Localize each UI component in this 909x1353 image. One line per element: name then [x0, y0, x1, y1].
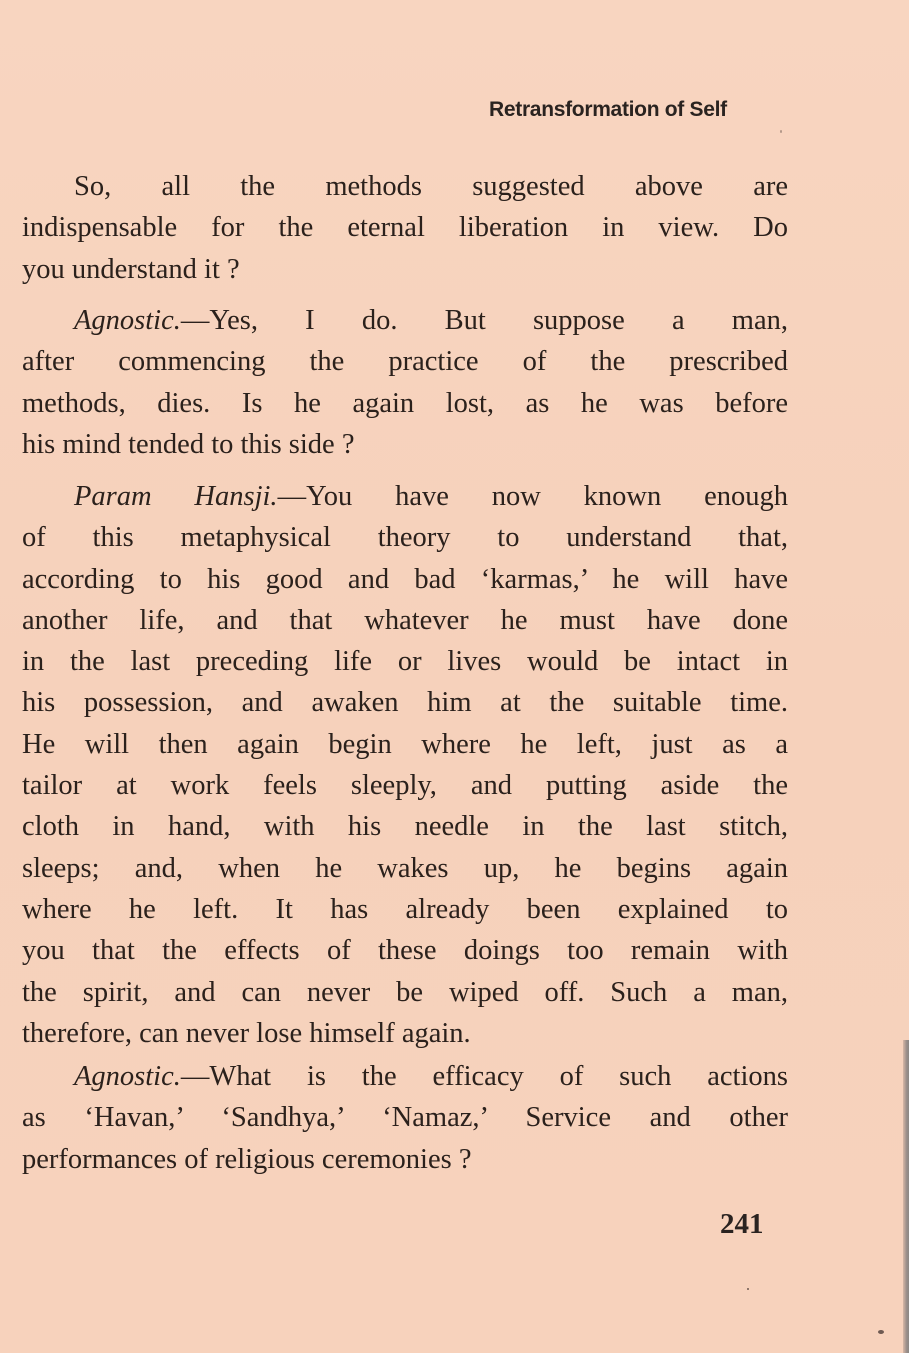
- page-number: 241: [720, 1208, 764, 1240]
- text-line: you understand it ?: [22, 253, 240, 285]
- speech-text: —Yes, I do. But suppose a man,: [180, 305, 788, 336]
- text-line-with-speaker: [22, 1056, 788, 1097]
- text-line: sleeps; and, when he wakes up, he begins again: [22, 852, 788, 884]
- text-line: methods, dies. Is he again lost, as he was before: [22, 387, 788, 419]
- text-line: tailor at work feels sleeply, and putting aside the: [22, 770, 788, 802]
- text-line: So, all the methods suggested above are: [74, 171, 788, 202]
- text-line: after commencing the practice of the prescribed: [22, 346, 788, 378]
- speaker-label: Agnostic.: [74, 1061, 181, 1092]
- paragraph-2: [22, 300, 788, 465]
- text-line: you that the effects of these doings too remain with: [22, 935, 788, 967]
- page-edge: [903, 1040, 909, 1353]
- paper-speck: [747, 1288, 749, 1290]
- text-line: therefore, can never lose himself again.: [22, 1017, 471, 1049]
- paragraph-1: [22, 166, 788, 290]
- text-line: of this metaphysical theory to understand that,: [22, 522, 788, 554]
- text-line: performances of religious ceremonies ?: [22, 1143, 472, 1175]
- paper-speck: [780, 130, 782, 133]
- text-line: in the last preceding life or lives would be intact in: [22, 646, 788, 678]
- paragraph-3: [22, 476, 788, 1054]
- text-line: indispensable for the eternal liberation in view. Do: [22, 212, 788, 244]
- speaker-label: Param Hansji.: [74, 481, 278, 512]
- speech-text: —What is the efficacy of such actions: [180, 1061, 788, 1092]
- text-line: his mind tended to this side ?: [22, 428, 355, 460]
- text-line-with-speaker: [22, 300, 788, 341]
- text-line: where he left. It has already been explained to: [22, 893, 788, 925]
- text-line: another life, and that whatever he must have done: [22, 604, 788, 636]
- speaker-label: Agnostic.: [74, 305, 181, 336]
- paragraph-4: [22, 1056, 788, 1180]
- text-line: as ‘Havan,’ ‘Sandhya,’ ‘Namaz,’ Service and other: [22, 1102, 788, 1134]
- text-line: the spirit, and can never be wiped off. Such a man,: [22, 976, 788, 1008]
- speech-text: —You have now known enough: [277, 481, 789, 512]
- text-line: his possession, and awaken him at the suitable time.: [22, 687, 788, 719]
- text-line: He will then again begin where he left, just as a: [22, 728, 788, 760]
- paper-speck: [878, 1330, 884, 1334]
- text-line: cloth in hand, with his needle in the last stitch,: [22, 811, 788, 843]
- text-line: according to his good and bad ‘karmas,’ he will have: [22, 563, 788, 595]
- text-line-with-speaker: [22, 476, 788, 517]
- running-head: Retransformation of Self: [489, 98, 727, 121]
